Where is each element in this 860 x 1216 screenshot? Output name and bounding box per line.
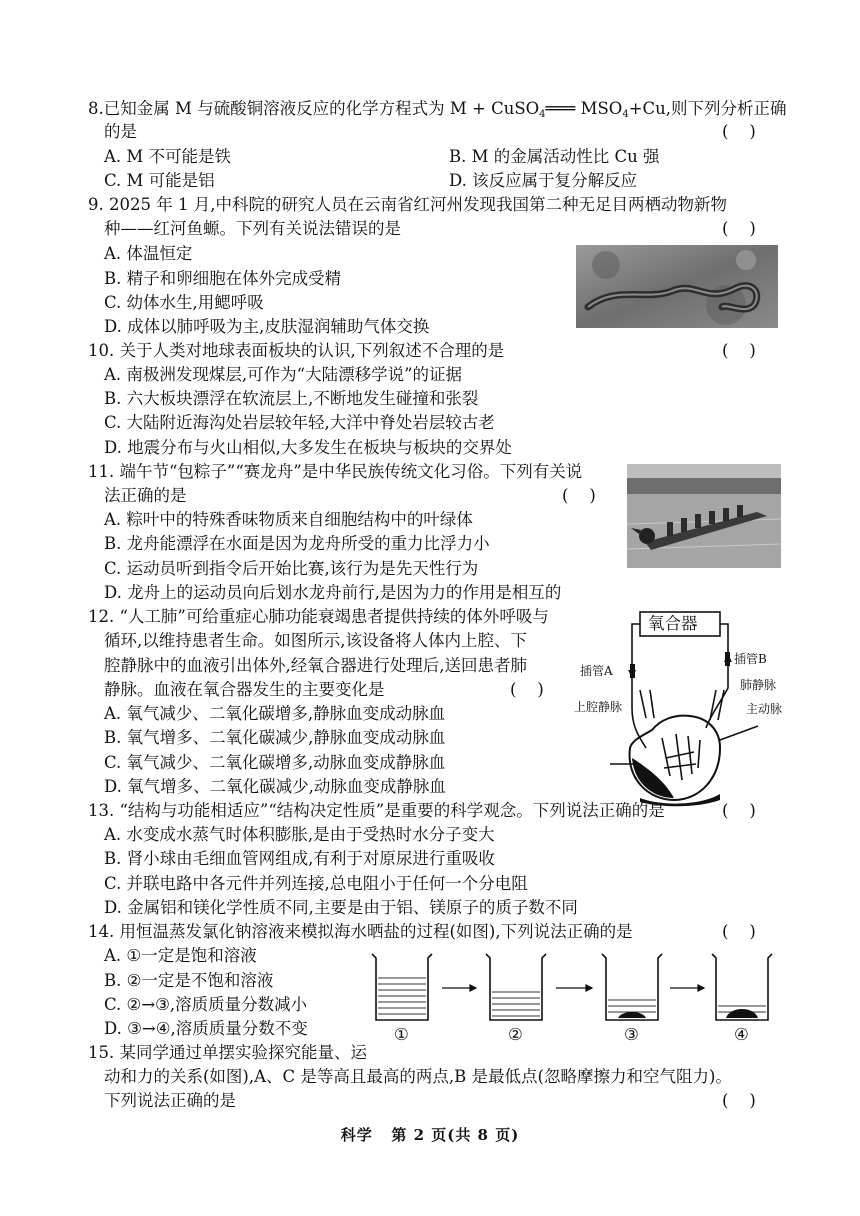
q8-subscript-2: 4: [622, 109, 629, 120]
evaporation-beakers-diagram: [360, 948, 780, 1048]
q10-option-b: B. 六大板块漂浮在软流层上,不断地发生碰撞和张裂: [104, 389, 479, 408]
q8-stem-part2: +Cu,则下列分析正确: [628, 99, 787, 118]
tube-b-label: 插管B: [734, 652, 767, 666]
q8-option-c: C. M 可能是铝: [104, 171, 215, 190]
q14-option-d: D. ③→④,溶质质量分数不变: [104, 1019, 308, 1038]
q12-stem-line1: 12. “人工肺”可给重症心肺功能衰竭患者提供持续的体外呼吸与: [88, 607, 549, 626]
q8-equals-sign: ═══: [545, 99, 576, 118]
q9-option-c: C. 幼体水生,用鳃呼吸: [104, 293, 264, 312]
q12-option-b: B. 氧气增多、二氧化碳减少,静脉血变成动脉血: [104, 728, 446, 747]
q9-option-b: B. 精子和卵细胞在体外完成受精: [104, 269, 342, 288]
q8-option-b: B. M 的金属活动性比 Cu 强: [449, 147, 660, 166]
q8-stem-part1: 8.已知金属 M 与硫酸铜溶液反应的化学方程式为 M + CuSO: [88, 99, 540, 118]
beaker-label-3: ③: [624, 1025, 639, 1044]
q10-stem-line1: 10. 关于人类对地球表面板块的认识,下列叙述不合理的是: [88, 341, 505, 360]
q10-option-a: A. 南极洲发现煤层,可作为“大陆漂移学说”的证据: [104, 365, 463, 384]
q13-option-b: B. 肾小球由毛细血管网组成,有利于对原尿进行重吸收: [104, 849, 495, 868]
q8-stem-line1: [88, 98, 787, 126]
q10-answer-paren: ( ): [722, 341, 756, 360]
q12-option-c: C. 氧气减少、二氧化碳增多,动脉血变成静脉血: [104, 753, 446, 772]
q12-answer-paren: ( ): [510, 680, 544, 699]
q11-answer-paren: ( ): [562, 486, 596, 505]
q10-option-d: D. 地震分布与火山相似,大多发生在板块与板块的交界处: [104, 438, 512, 457]
beaker-label-1: ①: [394, 1025, 409, 1044]
q11-stem-line1: 11. 端午节“包粽子”“赛龙舟”是中华民族传统文化习俗。下列有关说: [88, 462, 583, 481]
q9-option-d: D. 成体以肺呼吸为主,皮肤湿润辅助气体交换: [104, 317, 430, 336]
q13-option-d: D. 金属铝和镁化学性质不同,主要是由于铝、镁原子的质子数不同: [104, 898, 578, 917]
q14-option-c: C. ②→③,溶质质量分数减小: [104, 995, 308, 1014]
artificial-lung-diagram: [570, 608, 785, 808]
beaker-label-2: ②: [508, 1025, 523, 1044]
q14-option-b: B. ②一定是不饱和溶液: [104, 971, 274, 990]
superior-vena-cava-label: 上腔静脉: [574, 700, 623, 714]
q8-option-d: D. 该反应属于复分解反应: [449, 171, 638, 190]
pulmonary-vein-label: 肺静脉: [740, 678, 777, 692]
q11-option-a: A. 粽叶中的特殊香味物质来自细胞结构中的叶绿体: [104, 510, 473, 529]
q8-subscript: 4: [539, 109, 546, 120]
q8-answer-paren: ( ): [722, 122, 756, 141]
q12-stem-line2: 循环,以维持患者生命。如图所示,该设备将人体内上腔、下: [104, 631, 527, 650]
q12-stem-line4: 静脉。血液在氧合器发生的主要变化是: [104, 680, 385, 699]
aorta-label: 主动脉: [746, 702, 783, 716]
q11-stem-line2: 法正确的是: [104, 486, 187, 505]
q15-answer-paren: ( ): [722, 1091, 756, 1110]
q11-option-c: C. 运动员听到指令后开始比赛,该行为是先天性行为: [104, 559, 479, 578]
oxygenator-label: 氧合器: [648, 614, 698, 633]
q14-option-a: A. ①一定是饱和溶液: [104, 946, 257, 965]
q12-option-d: D. 氧气增多、二氧化碳减少,动脉血变成静脉血: [104, 777, 446, 796]
q14-stem-line1: 14. 用恒温蒸发氯化钠溶液来模拟海水晒盐的过程(如图),下列说法正确的是: [88, 922, 633, 941]
q15-stem-line3: 下列说法正确的是: [104, 1091, 236, 1110]
page-footer: 科学 第 2 页(共 8 页): [340, 1126, 520, 1144]
dragon-boat-photo: [627, 464, 781, 568]
q9-stem-line2: 种——红河鱼螈。下列有关说法错误的是: [104, 219, 401, 238]
q11-option-d: D. 龙舟上的运动员向后划水龙舟前行,是因为力的作用是相互的: [104, 583, 562, 602]
q13-stem-line1: 13. “结构与功能相适应”“结构决定性质”是重要的科学观念。下列说法正确的是: [88, 801, 665, 820]
q10-option-c: C. 大陆附近海沟处岩层较年轻,大洋中脊处岩层较古老: [104, 413, 495, 432]
q8-stem-line2: 的是: [104, 122, 137, 141]
q8-option-a: A. M 不可能是铁: [104, 147, 232, 166]
q9-stem-line1: 9. 2025 年 1 月,中科院的研究人员在云南省红河州发现我国第二种无足目两栖动物新物: [88, 195, 727, 214]
q9-answer-paren: ( ): [722, 219, 756, 238]
q11-option-b: B. 龙舟能漂浮在水面是因为龙舟所受的重力比浮力小: [104, 534, 490, 553]
q13-option-a: A. 水变成水蒸气时体积膨胀,是由于受热时水分子变大: [104, 825, 495, 844]
caecilian-photo: [576, 245, 778, 328]
beaker-label-4: ④: [734, 1025, 749, 1044]
q14-answer-paren: ( ): [722, 922, 756, 941]
q15-stem-line1: 15. 某同学通过单摆实验探究能量、运: [88, 1043, 367, 1062]
q13-answer-paren: ( ): [722, 801, 756, 820]
q13-option-c: C. 并联电路中各元件并列连接,总电阻小于任何一个分电阻: [104, 874, 528, 893]
q8-product: MSO: [575, 99, 623, 118]
q15-stem-line2: 动和力的关系(如图),A、C 是等高且最高的两点,B 是最低点(忽略摩擦力和空气阻力)。: [104, 1067, 732, 1086]
q9-option-a: A. 体温恒定: [104, 244, 193, 263]
q12-option-a: A. 氧气减少、二氧化碳增多,静脉血变成动脉血: [104, 704, 446, 723]
q12-stem-line3: 腔静脉中的血液引出体外,经氧合器进行处理后,送回患者肺: [104, 656, 527, 675]
tube-a-label: 插管A: [580, 664, 613, 678]
